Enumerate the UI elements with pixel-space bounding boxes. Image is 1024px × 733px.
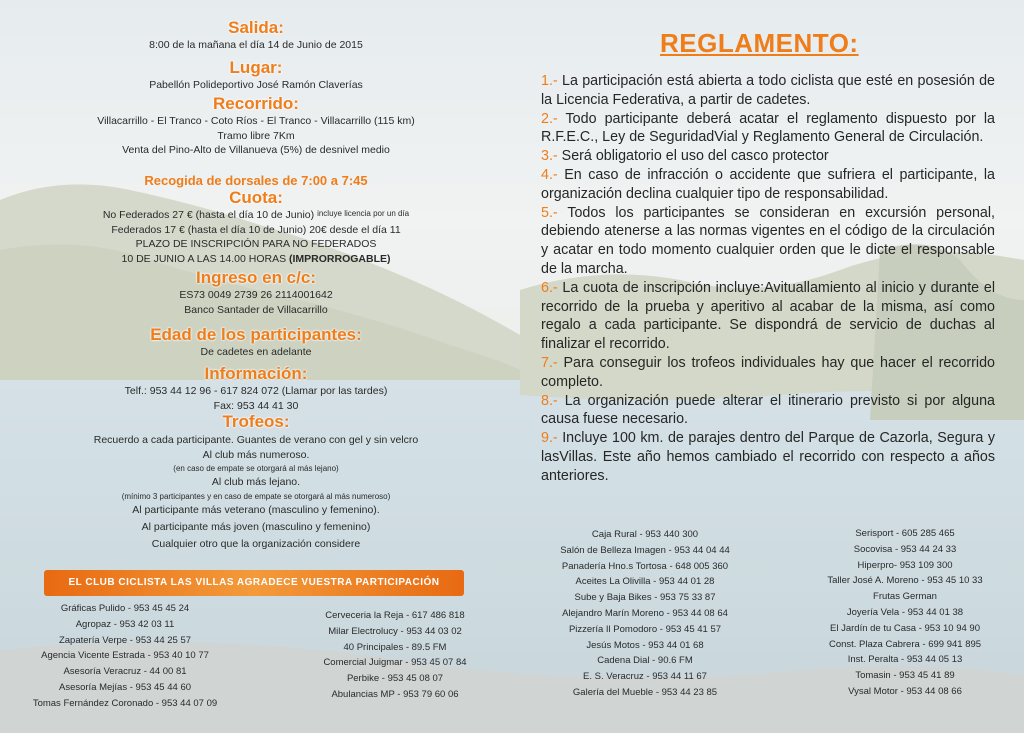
sponsor-item: Panadería Hno.s Tortosa - 648 005 360 (561, 560, 729, 572)
rule-text: Será obligatorio el uso del casco protector (557, 148, 829, 165)
cuota-federados: Federados 17 € (hasta el día 10 de Junio) 20€ desde el día 11 (111, 223, 401, 236)
sponsor-item: Sube y Baja Bikes - 953 75 33 87 (574, 592, 716, 604)
reglamento-rules (541, 72, 995, 486)
rule-item (541, 204, 995, 279)
sponsor-item: Zapatería Verpe - 953 44 25 57 (58, 634, 192, 646)
sponsor-item: Gráficas Pulido - 953 45 45 24 (60, 603, 190, 614)
sponsor-item: Caja Rural - 953 440 300 (591, 529, 699, 540)
sponsors-right-col-b (790, 526, 1020, 700)
plazo-line-2 (0, 252, 512, 267)
trofeo-otro: Cualquier otro que la organización considere (151, 538, 361, 550)
sponsor-item: Tomasin - 953 45 41 89 (855, 670, 955, 682)
recorrido-title: Recorrido: (213, 94, 299, 113)
ingreso-title: Ingreso en c/c: (196, 268, 316, 287)
sponsor-item: Salón de Belleza Imagen - 953 44 04 44 (560, 544, 730, 556)
sponsor-item: Agropaz - 953 42 03 11 (75, 618, 175, 630)
edad-title: Edad de los participantes: (150, 325, 362, 344)
recorrido-desnivel: Venta del Pino-Alto de Villanueva (5%) de desnivel medio (122, 144, 390, 156)
sponsor-item: 40 Principales - 89.5 FM (343, 641, 447, 653)
sponsor-item: Cadena Dial - 90.6 FM (597, 655, 693, 667)
rule-number: 3.- (541, 148, 558, 165)
recorrido-tramo: Tramo libre 7Km (217, 129, 295, 142)
rule-item (541, 279, 995, 354)
sponsor-item: Jesús Motos - 953 44 01 68 (586, 639, 704, 651)
sponsor-item: Pizzería Il Pomodoro - 953 45 41 57 (568, 623, 722, 635)
rule-item (541, 147, 995, 166)
rule-text: Todo participante deberá acatar el reglamento dispuesto por la R.F.E.C., Ley de SeguridadVial y Reglamento General de Circulación. (541, 110, 995, 146)
rule-number: 5.- (541, 204, 558, 221)
sponsor-item: Serisport - 605 285 465 (855, 528, 955, 539)
sponsor-item: Tomas Fernández Coronado - 953 44 07 09 (32, 697, 218, 709)
sponsor-item: Asesoría Mejías - 953 45 44 60 (58, 681, 192, 693)
plazo-date: 10 DE JUNIO A LAS 14.00 HORAS (121, 252, 289, 265)
sponsor-item: Agencia Vicente Estrada - 953 40 10 77 (41, 650, 209, 662)
rule-number: 7.- (541, 354, 558, 371)
trofeo-veterano: Al participante más veterano (masculino y femenino). (132, 504, 380, 516)
reglamento-title: REGLAMENTO: (660, 28, 859, 58)
rule-text: En caso de infracción o accidente que sufriera el participante, la organización declina cualquier tipo de responsabilidad. (541, 166, 995, 202)
sponsors-right-col-a (520, 527, 770, 701)
trofeo-joven: Al participante más joven (masculino y femenino) (141, 521, 371, 533)
sponsor-item: Joyería Vela - 953 44 01 38 (846, 606, 964, 618)
cuota-no-federados-text: No Federados 27 € (hasta el día 10 de Junio) (102, 209, 315, 221)
sponsor-item: Inst. Peralta - 953 44 05 13 (847, 654, 963, 666)
sponsor-item: Vysal Motor - 953 44 08 66 (848, 685, 962, 697)
trofeo-club-numeroso-note: (en caso de empate se otorgará al más lejano) (173, 464, 339, 473)
sponsor-item: Perbike - 953 45 08 07 (346, 673, 444, 685)
trofeo-club-numeroso: Al club más numeroso. (202, 449, 310, 461)
trofeo-recuerdo: Recuerdo a cada participante. Guantes de verano con gel y sin velcro (93, 434, 419, 446)
rule-item (541, 429, 995, 485)
sponsor-item: Aceites La Olivilla - 953 44 01 28 (575, 576, 715, 588)
sponsor-item: E. S. Veracruz - 953 44 11 67 (583, 671, 707, 683)
thanks-banner: EL CLUB CICLISTA LAS VILLAS AGRADECE VUESTRA PARTICIPACIÓN (44, 570, 464, 596)
sponsors-left-col-b (280, 608, 510, 703)
telefono-line: Telf.: 953 44 12 96 - 617 824 072 (Llamar por las tardes) (124, 385, 388, 397)
rule-number: 2.- (541, 110, 558, 127)
edad-line: De cadetes en adelante (200, 346, 312, 358)
sponsors-left-col-a (20, 601, 230, 712)
sponsor-item: Asesoría Veracruz - 44 00 81 (63, 666, 187, 678)
rule-number: 8.- (541, 392, 558, 409)
sponsor-item: Abulancias MP - 953 79 60 06 (331, 688, 459, 700)
rule-text: La organización puede alterar el itinerario previsto si por alguna causa fuese necesario. (541, 392, 995, 428)
cuota-no-federados (0, 208, 512, 223)
salida-line: 8:00 de la mañana el día 14 de Junio de 2015 (149, 39, 363, 51)
cuota-title: Cuota: (229, 188, 283, 207)
rule-text: Para conseguir los trofeos individuales hay que hacer el recorrido completo. (541, 354, 995, 390)
trofeo-club-lejano: Al club más lejano. (211, 476, 301, 488)
rule-item (541, 110, 995, 148)
fax-line: Fax: 953 44 41 30 (213, 399, 299, 412)
rule-number: 9.- (541, 430, 558, 447)
rule-text: Todos los participantes se consideran en excursión personal, debiendo atenerse a las normas vigentes en el código de la circulación y acatar en todo momento cualquier orden que le dicte el responsable de la marcha. (541, 204, 995, 277)
sponsor-item: Milar Electrolucy - 953 44 03 02 (328, 625, 462, 637)
sponsor-item: Socovisa - 953 44 24 33 (853, 543, 957, 555)
bank-name: Banco Santader de Villacarrillo (184, 303, 328, 316)
rule-item (541, 392, 995, 430)
plazo-line-1: PLAZO DE INSCRIPCIÓN PARA NO FEDERADOS (135, 238, 377, 250)
recorrido-route: Villacarrillo - El Tranco - Coto Ríos - El Tranco - Villacarrillo (115 km) (97, 115, 415, 127)
trofeo-club-lejano-note: (mínimo 3 participantes y en caso de empate se otorgará al más numeroso) (121, 492, 391, 501)
sponsor-item: Alejandro Marín Moreno - 953 44 08 64 (562, 607, 728, 619)
sponsor-item: Taller José A. Moreno - 953 45 10 33 (827, 575, 983, 587)
salida-title: Salida: (228, 18, 284, 37)
rule-text: Incluye 100 km. de parajes dentro del Parque de Cazorla, Segura y lasVillas. Este año hemos cambiado el recorrido con respecto a años anteriores. (541, 430, 995, 484)
rule-number: 6.- (541, 279, 558, 296)
sponsor-item: El Jardín de tu Casa - 953 10 94 90 (830, 622, 980, 634)
lugar-title: Lugar: (229, 58, 283, 77)
rule-item (541, 166, 995, 204)
plazo-improrrogable: (IMPRORROGABLE) (289, 252, 391, 265)
trofeos-title: Trofeos: (222, 412, 290, 431)
sponsor-item: Cerveceria la Reja - 617 486 818 (325, 610, 465, 621)
sponsor-item: Comercial Juigmar - 953 45 07 84 (323, 657, 467, 669)
sponsor-item: Const. Plaza Cabrera - 699 941 895 (828, 638, 982, 650)
rule-number: 4.- (541, 166, 558, 183)
rule-text: La participación está abierta a todo ciclista que esté en posesión de la Licencia Federativa, a partir de cadetes. (541, 73, 995, 108)
sponsor-item: Frutas German (873, 591, 937, 603)
sponsor-item: Hiperpro- 953 109 300 (857, 559, 953, 571)
rule-number: 1.- (541, 73, 558, 89)
dorsales-notice: Recogida de dorsales de 7:00 a 7:45 (144, 173, 368, 188)
informacion-title: Información: (204, 364, 308, 383)
rule-item (541, 72, 995, 110)
lugar-line: Pabellón Polideportivo José Ramón Claverías (149, 79, 363, 91)
iban: ES73 0049 2739 26 2114001642 (179, 289, 333, 301)
rule-text: La cuota de inscripción incluye:Avituallamiento al inicio y durante el recorrido de la prueba y aperitivo al acabar de la misma, así como regalo a cada participante. Se dispondrá de servicio de duchas al finalizar el recorrido. (541, 279, 995, 353)
sponsor-item: Galería del Mueble - 953 44 23 85 (572, 686, 718, 698)
rule-item (541, 354, 995, 392)
cuota-no-federados-note: incluye licencia por un día (317, 209, 410, 218)
